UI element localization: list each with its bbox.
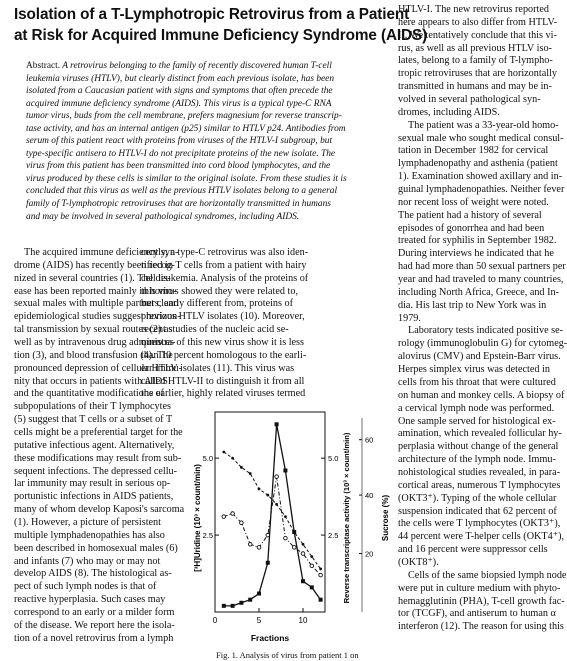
text-line: Laboratory tests indicated positive se-: [408, 325, 564, 337]
abstract: [26, 60, 386, 223]
left-tick-label: 2.5: [202, 531, 213, 541]
sucrose-tick-label: 60: [365, 435, 374, 445]
left-axis-label: [³H]Uridine (10³ × count/min): [193, 464, 202, 572]
data-point: [302, 543, 305, 546]
figure-caption: Fig. 1. Analysis of virus from patient 1 on: [216, 650, 359, 660]
right-axis-label-1: Reverse transcriptase activity (10³ × count/min): [342, 432, 351, 604]
text-line: been described in homosexual males (6): [14, 542, 178, 554]
abstract-label: Abstract.: [26, 61, 61, 71]
data-point: [258, 488, 261, 491]
abstract-line: Abstract. A retrovirus belonging to the family of recently discovered human T-cell: [26, 61, 332, 71]
abstract-line: virus from this patient has been transmitted into cord blood lymphocytes, and the: [26, 161, 331, 172]
data-point: [248, 598, 252, 602]
text-line: (OKT8⁺).: [398, 556, 439, 568]
text-line: previous HTLV isolates (10). Moreover,: [141, 311, 305, 323]
text-line: subpopulations of their T lymphocytes: [14, 401, 171, 413]
x-tick-label: 0: [212, 616, 218, 625]
text-line: transmitted in humans and may be in-: [398, 81, 552, 93]
text-line: architecture of the lymph node. Immu-: [398, 454, 556, 466]
text-line: and the quantitative modifications of: [14, 388, 164, 400]
text-line: pect of such lymph nodes is that of: [14, 581, 157, 593]
text-line: pronounced depression of cellular immu-: [14, 362, 183, 374]
text-line: tal transmission by sexual routes (2) as: [14, 324, 173, 336]
text-line: volved in several pathological syn-: [398, 94, 541, 106]
text-line: and infants (7) who may or may not: [14, 555, 161, 567]
text-line: ease has been reported mainly in homo-: [14, 285, 177, 297]
text-line: but clearly different from, proteins of: [141, 298, 294, 310]
x-tick-label: 10: [298, 616, 308, 625]
article-title: [14, 4, 428, 46]
text-line: alovirus (CMV) and Epstein-Barr virus.: [398, 351, 561, 363]
text-line: year and had traveled to many countries,: [398, 274, 564, 286]
text-line: lar immunity may result in serious op-: [14, 478, 171, 490]
text-line: quences of this new virus show it is less: [141, 337, 304, 349]
x-tick-label: 5: [256, 616, 262, 625]
abstract-line: concluded that this virus as well as the previous HTLV isolates belong to a general: [26, 186, 338, 197]
sucrose-tick-label: 20: [365, 549, 374, 559]
data-point: [222, 451, 225, 454]
text-line: had had more than 50 sexual partners per: [398, 261, 566, 273]
text-line: rus, as well as all previous HTLV iso-: [398, 42, 552, 54]
text-line: nor recent loss of weight were noted.: [398, 196, 549, 208]
text-line: (OKT3⁺). Typing of the whole cellular: [398, 492, 557, 504]
text-line: tropic retroviruses that are horizontally: [398, 68, 557, 80]
abstract-line: virus produced by these cells is similar to the original isolate. From these studies it is: [26, 173, 347, 184]
text-line: er HTLV isolates (11). This virus was: [141, 362, 295, 374]
data-point: [240, 521, 244, 525]
text-line: perplasia without change of the general: [398, 441, 559, 453]
text-line: of the disease. We report here the isola-: [14, 619, 175, 631]
data-point: [257, 592, 261, 596]
text-line: II. We tentatively conclude that this vi-: [398, 29, 557, 41]
text-line: The patient had a history of several: [398, 209, 542, 221]
left-tick-label: 5.0: [202, 454, 213, 464]
abstract-line: leukemia viruses (HTLV), but clearly distinct from each previous isolate, has been: [26, 73, 335, 84]
x-axis-label: Fractions: [250, 633, 290, 643]
text-line: tified in T cells from a patient with hairy: [141, 259, 307, 271]
text-line: multiple lymphadenopathies has also: [14, 529, 165, 541]
data-point: [231, 512, 235, 516]
text-line: One sample served for histological ex-: [398, 415, 556, 427]
abstract-line: tase activity, and has an internal antigen (p25) similar to HTLV p24. Antibodies from: [26, 123, 346, 134]
text-line: the cells were T lymphocytes (OKT3⁺),: [398, 518, 561, 530]
data-point: [283, 468, 287, 472]
text-line: including North Africa, Greece, and In-: [398, 286, 559, 298]
text-line: sequent infections. The depressed cellu-: [14, 465, 178, 477]
text-line: nized in several countries (1). The dis-: [14, 272, 171, 284]
text-line: 1). Examination showed axillary and in-: [398, 171, 563, 183]
text-line: portunistic infections in AIDS patients,: [14, 491, 174, 503]
text-line: dromes, including AIDS.: [398, 106, 500, 118]
text-line: guinal lymphadenopathies. Neither fever: [398, 184, 565, 196]
text-line: called HTLV-II to distinguish it from all: [141, 375, 305, 387]
text-line: hemagglutinin (PHA), T-cell growth fac-: [398, 595, 565, 607]
text-line: rology (immunoglobulin G) for cytomeg-: [398, 338, 567, 350]
data-point: [301, 552, 305, 556]
data-point: [275, 422, 279, 426]
data-point: [249, 472, 252, 475]
data-point: [319, 598, 323, 602]
text-line: cells might be a preferential target for the: [14, 427, 183, 439]
data-point: [310, 555, 313, 558]
series-line-3: [224, 452, 321, 569]
text-line: the earlier, highly related viruses termed: [141, 388, 306, 400]
body-column-3: [398, 4, 567, 634]
abstract-line: family of T-lymphotropic retroviruses that are horizontally transmitted in humans: [26, 199, 331, 210]
text-line: sexual male who sought medical consul-: [398, 132, 564, 144]
figure-1-chart: [192, 408, 392, 656]
data-point: [222, 604, 226, 608]
abstract-line: isolated from a Caucasian patient with signs and symptoms that often precede the: [26, 86, 333, 97]
title-line: at Risk for Acquired Immune Deficiency Syndrome (AIDS): [14, 27, 428, 44]
text-line: The acquired immune deficiency syn-: [24, 247, 179, 258]
text-line: treated for syphilis in September 1982.: [398, 235, 557, 247]
text-line: tor (TCGF), and antiserum to human α: [398, 608, 556, 620]
text-line: 44 percent were T-helper cells (OKT4⁺),: [398, 531, 565, 543]
data-point: [275, 475, 279, 479]
title-line: Isolation of a T-Lymphotropic Retrovirus from a Patient: [14, 6, 410, 23]
text-line: this virus showed they were related to,: [141, 285, 299, 297]
body-column-2: [141, 247, 308, 401]
abstract-line: and may be involved in several pathological syndromes, including AIDS.: [26, 211, 300, 222]
text-line: epidemiological studies suggest horizon-: [14, 311, 181, 323]
data-point: [222, 515, 226, 519]
text-line: sexual males with multiple partners, and: [14, 298, 179, 310]
data-point: [266, 561, 270, 565]
data-point: [275, 503, 278, 506]
data-point: [284, 515, 287, 518]
text-line: many of whom develop Kaposi's sarcoma: [14, 504, 185, 516]
text-line: nohistological studies revealed, in para-: [398, 466, 561, 478]
sucrose-tick-label: 40: [365, 491, 374, 501]
text-line: than 10 percent homologous to the earli-: [141, 349, 307, 361]
text-line: cortical areas, numerous T lymphocytes: [398, 479, 561, 491]
text-line: were put in culture medium with phyto-: [398, 582, 561, 594]
right-tick-label: 2.5: [328, 531, 339, 541]
text-line: recent studies of the nucleic acid se-: [141, 324, 289, 336]
text-line: correspond to an early or a milder form: [14, 607, 175, 619]
data-point: [319, 573, 323, 577]
text-line: suspension indicated that 62 percent of: [398, 505, 557, 517]
data-point: [231, 457, 234, 460]
text-line: tation in December 1982 for cervical: [398, 145, 549, 157]
abstract-line: serum of this patient react with proteins from viruses of the HTLV-I subgroup, but: [26, 136, 333, 147]
text-line: dia. His last trip to New York was in: [398, 299, 547, 311]
text-line: well as by intravenous drug administra-: [14, 337, 176, 349]
text-line: cell leukemia. Analysis of the proteins of: [141, 272, 309, 284]
text-line: Cells of the same biopsied lymph node: [408, 569, 567, 581]
data-point: [240, 466, 243, 469]
text-line: develop AIDS (8). The histological as-: [14, 568, 172, 580]
data-point: [257, 546, 261, 550]
data-point: [319, 568, 322, 571]
data-point: [310, 564, 314, 568]
text-line: putative infectious agent. Alternatively,: [14, 439, 175, 451]
text-line: tion of a novel retrovirus from a lymph: [14, 632, 174, 644]
text-line: cells from his throat that were cultured: [398, 376, 556, 388]
text-line: HTLV-I. The new retrovirus reported: [398, 4, 549, 15]
text-line: these modifications may result from sub-: [14, 452, 182, 464]
text-line: tion (3), and blood transfusion (4). The: [14, 349, 173, 361]
data-point: [310, 585, 314, 589]
text-line: lates, belong to a family of T-lympho-: [398, 55, 553, 67]
text-line: During interviews he indicated that he: [398, 248, 554, 260]
text-line: lymphadenopathy and asthenia (patient: [398, 158, 558, 170]
right-tick-label: 5.0: [328, 454, 339, 464]
text-line: reactive hyperplasia. Such cases may: [14, 594, 166, 606]
text-line: drome (AIDS) has recently been recog-: [14, 259, 175, 271]
text-line: here appears to also differ from HTLV-: [398, 16, 558, 28]
data-point: [231, 604, 235, 608]
data-point: [266, 533, 270, 537]
text-line: episodes of gonorrhea and had been: [398, 222, 545, 234]
text-line: cently, a type-C retrovirus was also iden-: [141, 247, 309, 258]
series-line-1: [224, 424, 321, 606]
text-line: (1). However, a picture of persistent: [14, 517, 161, 529]
data-point: [301, 579, 305, 583]
abstract-line: acquired immune deficiency syndrome (AIDS). This virus is a typical type-C RNA: [26, 98, 332, 109]
text-line: interferon (12). The reason for using this: [398, 621, 564, 633]
abstract-line: tumor virus, buds from the cell membrane, prefers magnesium for reverse transcrip-: [26, 111, 342, 122]
right-axis-label-2: Sucrose (%): [381, 494, 390, 542]
abstract-line: type-specific antisera to HTLV-I do not precipitate proteins of the new isolate. The: [26, 148, 336, 159]
text-line: a cervical lymph node was performed.: [398, 402, 555, 414]
text-line: The patient was a 33-year-old homo-: [408, 119, 559, 131]
text-line: (5) suggest that T cells or a subset of T: [14, 414, 173, 426]
data-point: [293, 531, 296, 534]
data-point: [266, 494, 269, 497]
text-line: amination, which revealed follicular hy-: [398, 428, 562, 440]
data-point: [284, 536, 288, 540]
text-line: and 16 percent were suppressor cells: [398, 544, 548, 556]
text-line: Herpes simplex virus was detected in: [398, 364, 550, 376]
data-point: [248, 543, 252, 547]
data-point: [239, 601, 243, 605]
text-line: 1979.: [398, 312, 421, 324]
text-line: on human and monkey cells. A biopsy of: [398, 389, 565, 401]
text-line: nity that occurs in patients with AIDS: [14, 375, 168, 387]
data-point: [292, 546, 296, 550]
